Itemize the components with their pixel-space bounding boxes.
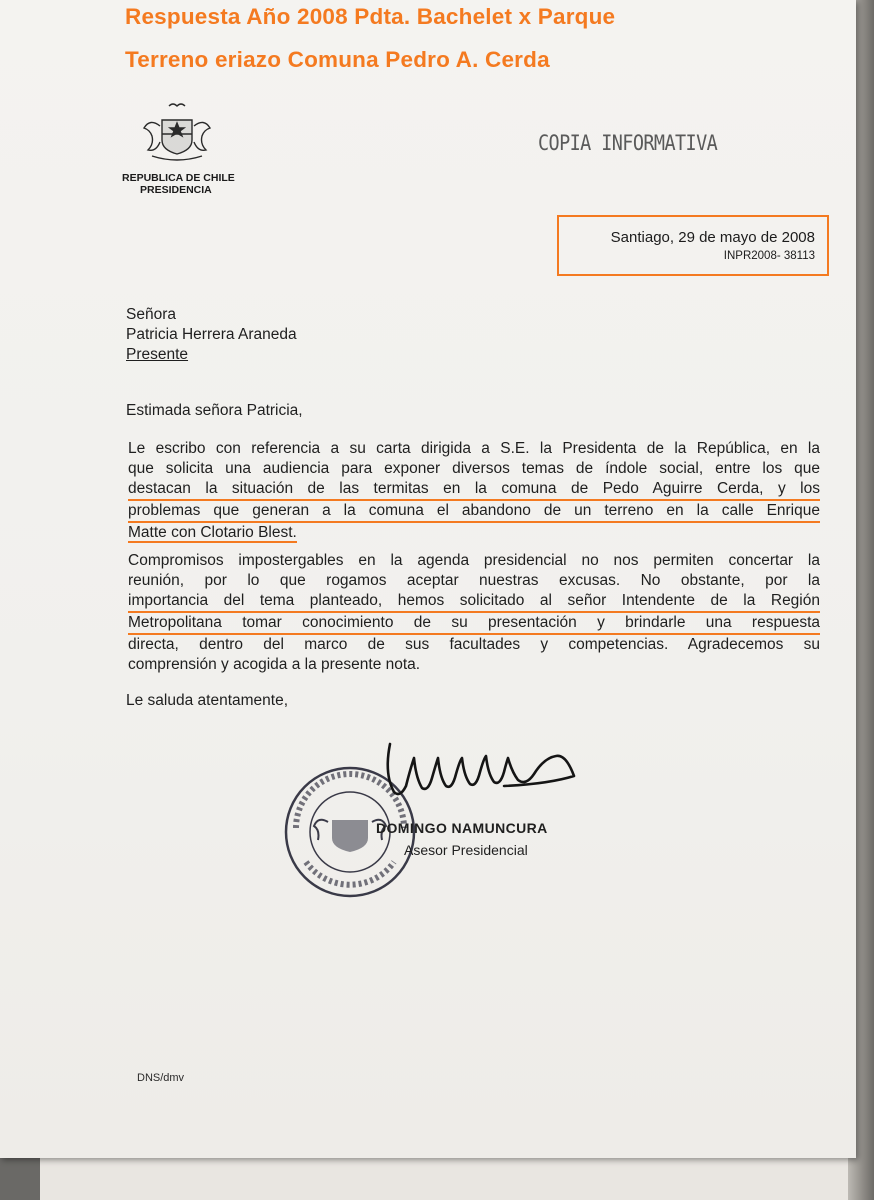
reference-number: INPR2008- 38113 (723, 250, 815, 262)
paragraph-1-last-line-text: Matte con Clotario Blest. (128, 524, 297, 541)
recipient-title: Señora (126, 306, 176, 323)
greeting: Estimada señora Patricia, (126, 402, 303, 419)
handwritten-signature (360, 732, 620, 822)
typist-initials: DNS/dmv (137, 1072, 185, 1084)
annotation-heading-line-2: Terreno eriazo Comuna Pedro A. Cerda (125, 47, 550, 72)
annotation-heading-line-1: Respuesta Año 2008 Pdta. Bachelet x Parque (125, 4, 616, 29)
paragraph-2-line: reunión, por lo que rogamos aceptar nuestras excusas. No obstante, por la (128, 572, 820, 589)
paragraph-2 (128, 551, 820, 675)
paragraph-2-line: directa, dentro del marco de sus facultades y competencias. Agradecemos su (128, 636, 820, 653)
coat-of-arms-icon (138, 102, 216, 166)
date-box (557, 215, 829, 276)
copy-stamp: COPIA INFORMATIVA (538, 131, 718, 156)
paragraph-1-line: destacan la situación de las termitas en la comuna de Pedo Aguirre Cerda, y los (128, 479, 820, 501)
letterhead-presidency: PRESIDENCIA (140, 184, 212, 196)
paragraph-1 (128, 439, 820, 543)
paragraph-1-line (128, 523, 820, 543)
paragraph-2-line: importancia del tema planteado, hemos solicitado al señor Intendente de la Región (128, 591, 820, 613)
paragraph-1-line: que solicita una audiencia para exponer diversos temas de índole social, entre los que (128, 460, 820, 477)
signatory-title: Asesor Presidencial (404, 842, 528, 858)
paragraph-1-line: Le escribo con referencia a su carta dirigida a S.E. la Presidenta de la República, en la (128, 440, 820, 457)
recipient-name: Patricia Herrera Araneda (126, 326, 297, 343)
closing: Le saluda atentamente, (126, 692, 289, 709)
letterhead-republic: REPUBLICA DE CHILE (122, 172, 235, 184)
paragraph-2-line: comprensión y acogida a la presente nota. (128, 656, 421, 673)
letterhead (122, 172, 235, 196)
signatory-name: DOMINGO NAMUNCURA (376, 820, 548, 836)
recipient-presence: Presente (126, 346, 189, 363)
paragraph-1-line: problemas que generan a la comuna el abandono de un terreno en la calle Enrique (128, 501, 820, 523)
letter-date: Santiago, 29 de mayo de 2008 (610, 229, 815, 246)
paragraph-2-line: Compromisos impostergables en la agenda presidencial no nos permiten concertar la (128, 552, 820, 569)
paragraph-2-line: Metropolitana tomar conocimiento de su presentación y brindarle una respuesta (128, 613, 820, 635)
